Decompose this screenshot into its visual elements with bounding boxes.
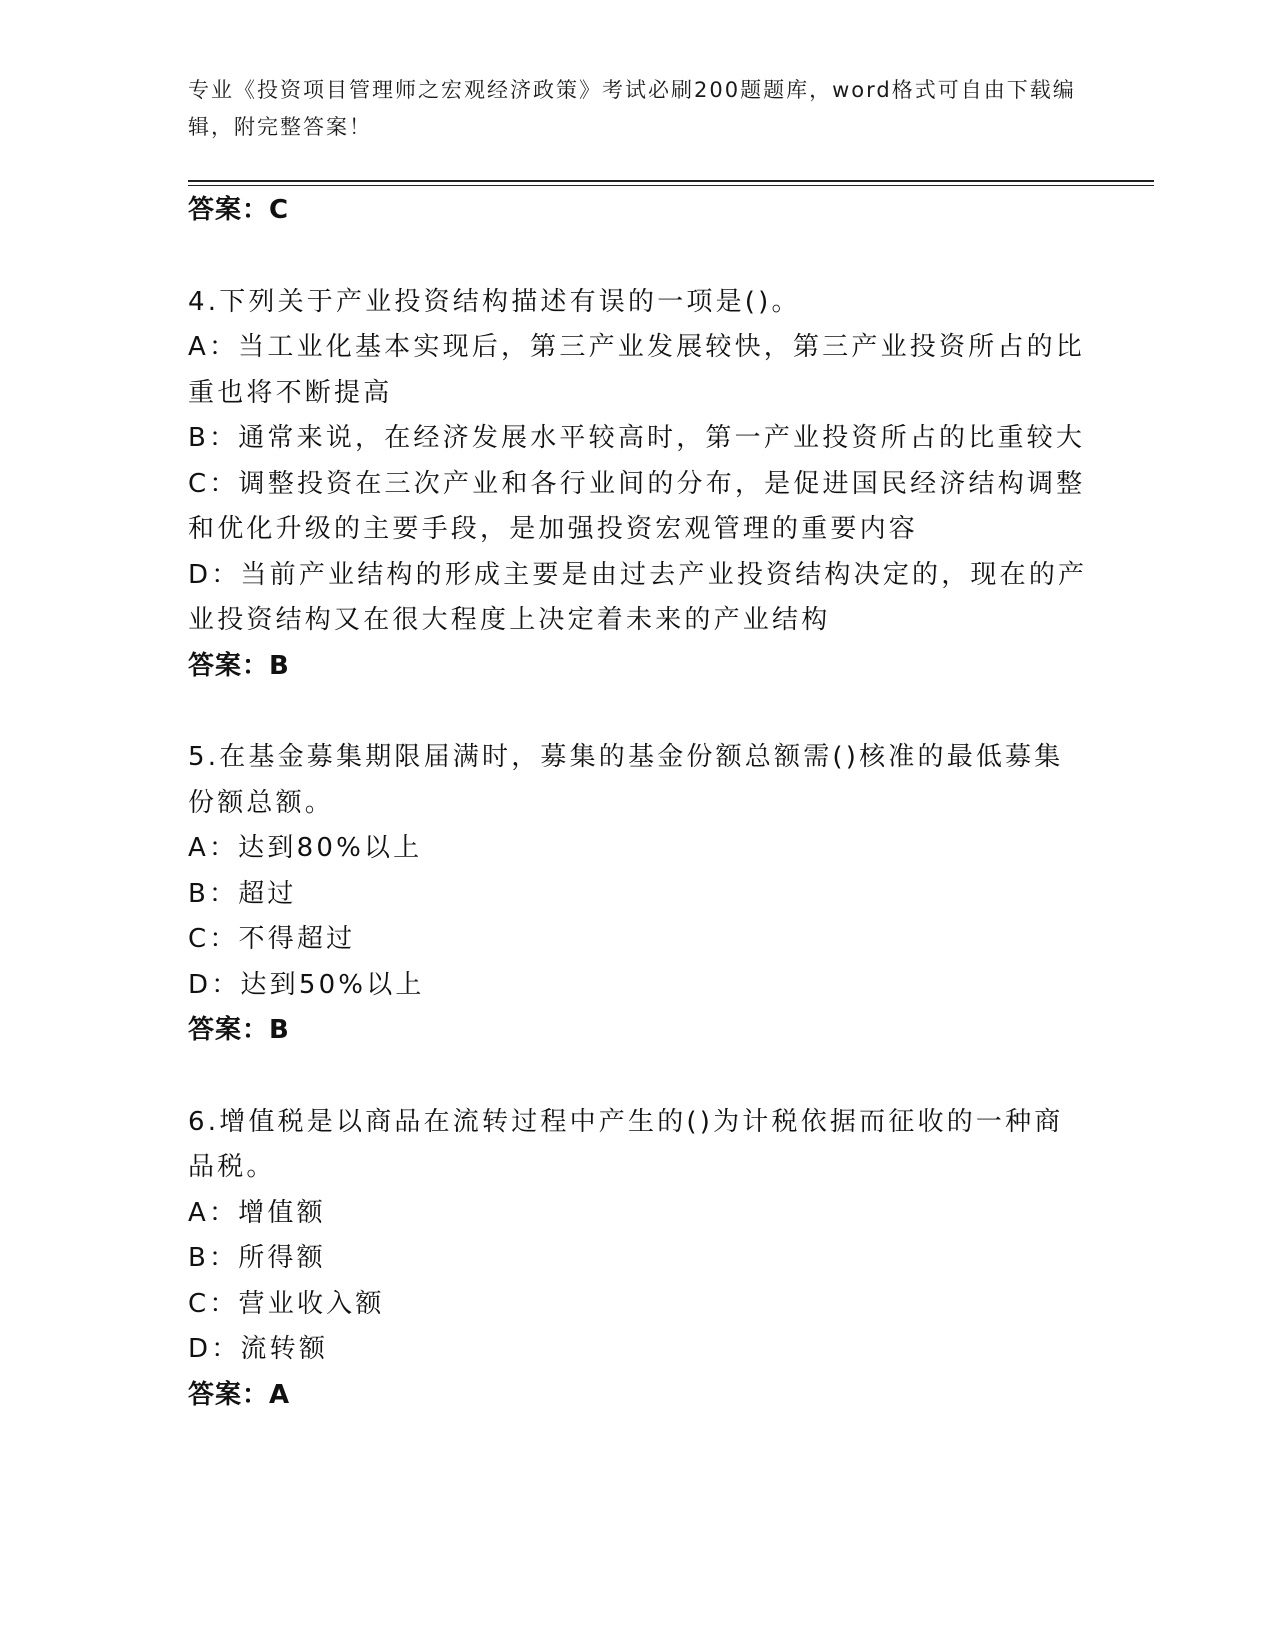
spacer bbox=[188, 689, 1088, 735]
answer: 答案：B bbox=[188, 1015, 290, 1045]
option-d: D：达到50%以上 bbox=[188, 969, 425, 1000]
option-b: B：所得额 bbox=[188, 1243, 326, 1273]
option-d: D：流转额 bbox=[188, 1334, 329, 1364]
answer: 答案：A bbox=[188, 1379, 291, 1410]
option-a: A：达到80%以上 bbox=[188, 833, 423, 863]
option-b: B：超过 bbox=[188, 878, 297, 909]
question-block-5 bbox=[188, 735, 1088, 1054]
question-block-4 bbox=[188, 280, 1088, 690]
option-c: C：营业收入额 bbox=[188, 1288, 385, 1319]
header-rule-thin bbox=[188, 185, 1154, 186]
answer: 答案：B bbox=[188, 650, 290, 681]
option-c: C：不得超过 bbox=[188, 924, 356, 954]
document-header: 专业《投资项目管理师之宏观经济政策》考试必刷200题题库，word格式可自由下载编辑，附完整答案！ bbox=[188, 78, 1076, 139]
header-rule-thick bbox=[188, 180, 1154, 182]
spacer bbox=[188, 1054, 1088, 1100]
question-list bbox=[188, 188, 1088, 1418]
question-stem: 5.在基金募集期限届满时，募集的基金份额总额需()核准的最低募集份额总额。 bbox=[188, 742, 1064, 818]
option-a: A：增值额 bbox=[188, 1197, 326, 1228]
question-block-6 bbox=[188, 1100, 1088, 1419]
option-c: C：调整投资在三次产业和各行业间的分布，是促进国民经济结构调整和优化升级的主要手段，是加强投资宏观管理的重要内容 bbox=[188, 468, 1086, 544]
spacer bbox=[188, 234, 1088, 280]
option-a: A：当工业化基本实现后，第三产业发展较快，第三产业投资所占的比重也将不断提高 bbox=[188, 332, 1085, 408]
previous-answer: 答案：C bbox=[188, 195, 290, 225]
question-stem: 4.下列关于产业投资结构描述有误的一项是()。 bbox=[188, 286, 801, 317]
option-d: D：当前产业结构的形成主要是由过去产业投资结构决定的，现在的产业投资结构又在很大程度上决定着未来的产业结构 bbox=[188, 559, 1088, 635]
option-b: B：通常来说，在经济发展水平较高时，第一产业投资所占的比重较大 bbox=[188, 423, 1086, 453]
question-stem: 6.增值税是以商品在流转过程中产生的()为计税依据而征收的一种商品税。 bbox=[188, 1106, 1064, 1182]
